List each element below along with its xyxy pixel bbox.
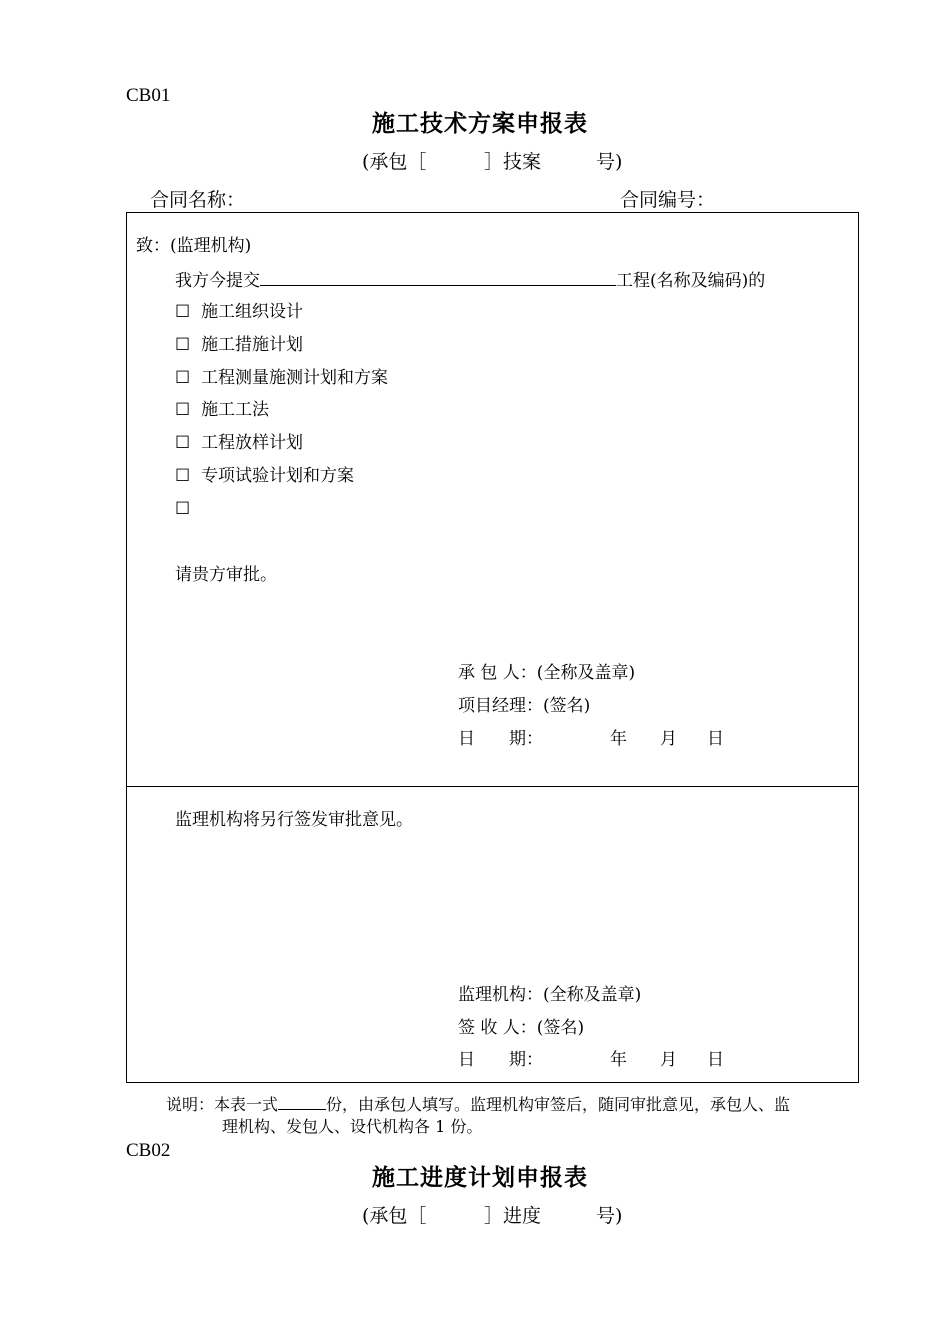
- option-item[interactable]: [175, 501, 201, 518]
- project-name-blank[interactable]: [260, 271, 616, 286]
- option-item[interactable]: [175, 304, 303, 321]
- form-subtitle-close: 号): [596, 151, 623, 173]
- form-subtitle-close: 号): [596, 1205, 623, 1227]
- project-manager-label: 项目经理：(签名): [458, 696, 591, 716]
- addressee-label: 致：(监理机构): [136, 236, 252, 256]
- copies-blank[interactable]: [278, 1097, 326, 1110]
- checkbox-icon[interactable]: ☐: [175, 335, 191, 355]
- option-label: 施工组织设计: [201, 302, 304, 322]
- supervisor-remark: 监理机构将另行签发审批意见。: [175, 810, 413, 830]
- option-label: 工程放样计划: [201, 433, 304, 453]
- option-label: 施工措施计划: [201, 335, 304, 355]
- month-label: 月: [660, 729, 677, 749]
- option-label: 施工工法: [201, 400, 270, 420]
- checkbox-icon[interactable]: ☐: [175, 433, 191, 453]
- option-item[interactable]: [175, 370, 388, 387]
- date-label: 日 期：: [458, 1050, 543, 1070]
- submit-suffix: 工程(名称及编码)的: [616, 271, 766, 291]
- form-code: CB02: [126, 1140, 171, 1161]
- option-item[interactable]: [175, 402, 269, 419]
- checkbox-icon[interactable]: ☐: [175, 499, 191, 519]
- form-subtitle-open: (承包［: [362, 1205, 427, 1227]
- day-label: 日: [707, 1050, 724, 1070]
- contract-name-label: 合同名称：: [150, 189, 246, 211]
- submit-line: [175, 271, 765, 290]
- checkbox-icon[interactable]: ☐: [175, 400, 191, 420]
- option-label: 工程测量施测计划和方案: [201, 368, 389, 388]
- note-suffix: 份，由承包人填写。监理机构审签后，随同审批意见，承包人、监: [326, 1095, 791, 1114]
- form-title: 施工进度计划申报表: [372, 1164, 588, 1191]
- option-item[interactable]: [175, 435, 303, 452]
- supervisor-section: [126, 786, 859, 1083]
- contract-number-label: 合同编号：: [620, 189, 716, 211]
- contractor-label: 承 包 人：(全称及盖章): [458, 663, 636, 683]
- receiver-label: 签 收 人：(签名): [458, 1018, 585, 1038]
- date-label: 日 期：: [458, 729, 543, 749]
- form-code: CB01: [126, 85, 171, 106]
- option-label: 专项试验计划和方案: [201, 466, 355, 486]
- supervisor-label: 监理机构：(全称及盖章): [458, 985, 642, 1005]
- note-line-1: [166, 1097, 790, 1113]
- form-subtitle-mid: ］技案: [484, 151, 542, 173]
- checkbox-icon[interactable]: ☐: [175, 466, 191, 486]
- checkbox-icon[interactable]: ☐: [175, 368, 191, 388]
- form-subtitle-open: (承包［: [362, 151, 427, 173]
- day-label: 日: [707, 729, 724, 749]
- year-label: 年: [610, 1050, 627, 1070]
- form-title: 施工技术方案申报表: [372, 110, 588, 137]
- month-label: 月: [660, 1050, 677, 1070]
- note-line-2: 理机构、发包人、设代机构各 1 份。: [222, 1117, 483, 1136]
- option-item[interactable]: [175, 337, 303, 354]
- form-subtitle-mid: ］进度: [484, 1205, 542, 1227]
- option-item[interactable]: [175, 468, 354, 485]
- checkbox-icon[interactable]: ☐: [175, 302, 191, 322]
- approval-request: 请贵方审批。: [175, 565, 277, 585]
- note-prefix: 说明：本表一式: [166, 1095, 279, 1114]
- year-label: 年: [610, 729, 627, 749]
- submit-prefix: 我方今提交: [175, 271, 260, 291]
